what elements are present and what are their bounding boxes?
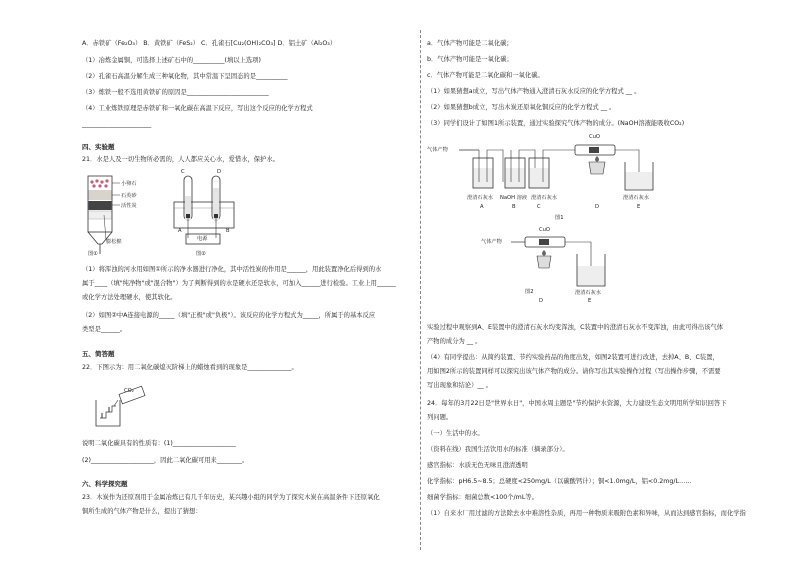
q23-part4-line3: 写出现象和结论）__ 。 bbox=[427, 382, 492, 389]
fig2-letter-e: E bbox=[588, 298, 592, 304]
fig2-cuo-label: CuO bbox=[539, 227, 550, 233]
fig1-bottle-c-label: 澄清石灰水 bbox=[531, 195, 557, 201]
fig1-letter-d: D bbox=[595, 204, 599, 210]
fig1-gas-label: 气体产物 bbox=[427, 147, 448, 153]
figure-co2-candles bbox=[84, 378, 154, 428]
q24-line1: 24．每年的3月22日是"世界水日"，中国水周主题是"节约保护水资源，大力建设生态文明用所学知识回答下 bbox=[427, 400, 727, 407]
figure-2-electrolysis bbox=[166, 168, 246, 262]
co2-candle-diagram bbox=[84, 378, 154, 428]
gas-test-apparatus-diagram bbox=[427, 132, 667, 224]
q21-part2-line2: 类型是______。 bbox=[82, 326, 127, 333]
simplified-apparatus-diagram bbox=[481, 226, 631, 308]
q23-line1: 23．木炭作为还原剂用于金属冶炼已有几千年历史，某兴趣小组的同学为了探究木炭在高温条件下还原氧化 bbox=[82, 494, 380, 501]
figure-2-apparatus bbox=[481, 226, 631, 308]
q20-part2: （2）孔雀石高温分解生成三种氧化物，其中常温下呈固态的是__________ bbox=[82, 73, 288, 80]
guess-a: a．气体产物可能是二氧化碳； bbox=[427, 40, 513, 47]
fig1-cuo-label: CuO bbox=[589, 134, 600, 140]
q20-part4: （4）工业炼铁原理是赤铁矿和一氧化碳在高温下反应，写出这个反应的化学方程式 bbox=[82, 105, 313, 112]
fig2-letter-d: D bbox=[539, 298, 543, 304]
label-carbon: 活性炭 bbox=[121, 203, 137, 209]
q21-part1-line2: 属于____（填"纯净物"或"混合物"）为了判断得到的水是硬水还是软水，可加入______进行检验。工业上用______ bbox=[82, 280, 396, 287]
q23-part4-line1: （4）有同学提出：从简约装置、节约实验药品的角度出发，如图2装置可进行改进，去掉A、B、C装置， bbox=[427, 354, 719, 361]
label-c: C bbox=[181, 169, 185, 175]
q22-part2: (2)____________________，因此二氧化碳可用来________。 bbox=[82, 457, 249, 464]
guess-b: b．气体产物可能是一氧化碳； bbox=[427, 56, 513, 63]
figure-2-caption: 图② bbox=[196, 251, 206, 257]
figure-1-water-filter bbox=[82, 170, 162, 262]
column-divider bbox=[420, 30, 421, 550]
fig2-beaker-label: 澄清石灰水 bbox=[575, 290, 601, 296]
q23-line2: 铜所生成的气体产物是什么，提出了猜想： bbox=[82, 508, 202, 515]
label-pebble: 小卵石 bbox=[121, 181, 137, 187]
section-6-title: 六、科学探究题 bbox=[82, 480, 128, 488]
fig1-caption: 图1 bbox=[555, 215, 564, 221]
info-line2: 感官指标：水质无色无味且澄清透明 bbox=[427, 462, 528, 469]
label-sand: 石英砂 bbox=[121, 193, 137, 199]
section-5-title: 五、简答题 bbox=[82, 350, 115, 358]
label-a: A bbox=[178, 228, 182, 234]
figure-1-apparatus bbox=[427, 132, 667, 224]
info-line3: 化学指标：pH6.5~8.5；总硬度<250mg/L（以碳酸钙计）；铜<1.0mg/L，铝<0.2mg/L…… bbox=[427, 478, 692, 485]
q23-part1: （1）如果猜想a成立，写出气体产物通入澄清石灰水反应的化学方程式 __ 。 bbox=[427, 88, 641, 95]
q22-note: 说明二氧化碳具有的性质有：(1)____________________ bbox=[82, 440, 236, 447]
q20-part4-blank: ______________________ bbox=[82, 121, 152, 128]
q20-part1: （1）冶炼金属铜，可选择上述矿石中的__________(填以上选项) bbox=[82, 57, 261, 64]
q21-part2-line1: （2）如图②中A连接电源的_____（填"正极"或"负极"）。该反应的化学方程式为_____，所属于的基本反应 bbox=[82, 312, 376, 319]
info-line1: （资料在线）我国生活饮用水的标准（摘录部分）。 bbox=[427, 446, 569, 453]
fig1-letter-c: C bbox=[537, 204, 541, 210]
q20-part3: （3）炼铁一般不选用黄铁矿的原因是__________________________ bbox=[82, 89, 269, 96]
q24-sub1: （一）生活中的水。 bbox=[427, 430, 484, 437]
q21-part1-line3: 或化学方法处理硬水，使其软化。 bbox=[82, 294, 177, 301]
guess-c: c．气体产物可能是二氧化碳和一氧化碳。 bbox=[427, 72, 544, 79]
label-d: D bbox=[217, 169, 221, 175]
q22-text: 22．下图示为：用二氧化碳熄灭阶梯上的蜡烛看到的现象是______________。 bbox=[82, 364, 298, 371]
info-line4: 细菌学指标：细菌总数<100个/mL等。 bbox=[427, 494, 538, 501]
left-column bbox=[82, 0, 415, 562]
section-4-title: 四、实验题 bbox=[82, 143, 115, 151]
label-cotton: 膨松棉 bbox=[106, 239, 122, 245]
figure-1-caption: 图① bbox=[88, 251, 98, 257]
q24-line2: 列问题。 bbox=[427, 414, 453, 421]
observation-line2: 产物的成分为 __ 。 bbox=[427, 338, 482, 345]
q23-part4-line2: 用如图2所示的装置同样可以探究出该气体产物的成分。请你写出其实验操作过程（写出操作步骤，不需要 bbox=[427, 368, 721, 375]
fig1-letter-b: B bbox=[512, 204, 516, 210]
fig2-caption: 图2 bbox=[525, 289, 534, 295]
fig1-letter-a: A bbox=[480, 204, 484, 210]
info-line5: （1）自来水厂用过滤的方法除去水中难溶性杂质，再用一种物质来吸附色素和异味，从而达到感官指标，而化学指 bbox=[427, 510, 746, 517]
fig2-gas-label: 气体产物 bbox=[481, 239, 502, 245]
fig1-bottle-b-label: NaOH 溶液 bbox=[500, 195, 528, 201]
q21-intro: 21．水是人及一切生物所必需的，人人都应关心水，爱惜水，保护水。 bbox=[82, 156, 279, 163]
q20-options: A．赤铁矿（Fe₂O₃） B．黄铁矿（FeS₂） C．孔雀石[Cu₂(OH)₂CO₃] D．铝土矿（Al₂O₃） bbox=[82, 40, 337, 47]
fig1-bottle-a-label: 澄清石灰水 bbox=[467, 195, 493, 201]
observation-line1: 实验过程中观察到A、E装置中的澄清石灰水均变浑浊，C装置中的澄清石灰水不变浑浊，由此可得出该气体 bbox=[427, 324, 724, 331]
co2-label: CO₂ bbox=[124, 388, 134, 394]
q23-part3: （3）同学们设计了如图1所示装置，通过实验探究气体产物的成分。(NaOH溶液能吸收CO₂) bbox=[427, 120, 685, 127]
label-b: B bbox=[226, 228, 230, 234]
fig1-beaker-e-label: 澄清石灰水 bbox=[623, 195, 649, 201]
label-power: 电源 bbox=[197, 236, 208, 242]
q21-part1-line1: （1）将浑浊的河水用如图①所示的净水器进行净化，其中活性炭的作用是______，用此装置净化后得到的水 bbox=[82, 266, 382, 273]
fig1-letter-e: E bbox=[637, 204, 641, 210]
right-column bbox=[427, 0, 767, 562]
q23-part2: （2）如果猜想b成立，写出木炭还原氧化铜反应的化学方程式 __ 。 bbox=[427, 104, 616, 111]
electrolysis-diagram bbox=[166, 168, 246, 262]
